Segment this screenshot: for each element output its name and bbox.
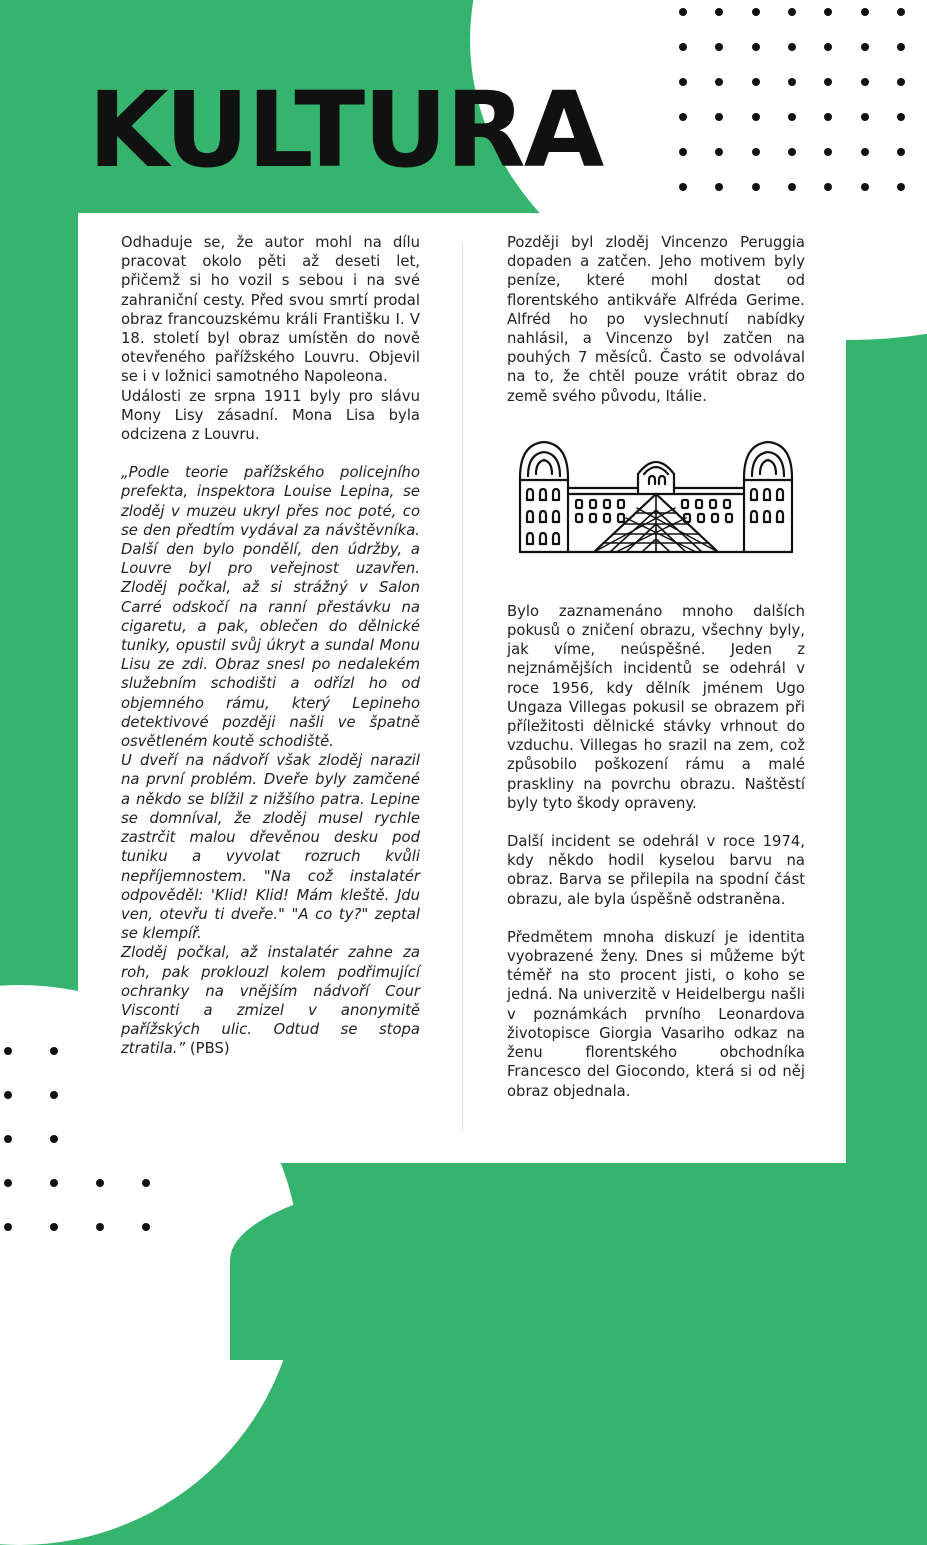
decorative-dot <box>752 183 760 191</box>
window-shape <box>618 500 624 508</box>
decorative-dot <box>50 1179 58 1187</box>
decorative-dot <box>861 148 869 156</box>
decorative-green-shape-bottom <box>230 1160 927 1360</box>
decorative-dot <box>679 183 687 191</box>
decorative-dot <box>788 183 796 191</box>
quote-text: Zloděj počkal, až instalatér zahne za roh, pak proklouzl kolem podřimující ochranky na vnějším nádvoří Cour Visconti a zmizel v anonymitě pařížských ulic. Odtud se stopa ztratila.” <box>121 944 420 1058</box>
decorative-dot <box>897 8 905 16</box>
decorative-dot <box>752 8 760 16</box>
window-shape <box>698 514 704 522</box>
decorative-dot <box>897 183 905 191</box>
quote-paragraph: U dveří na nádvoří však zloděj narazil na první problém. Dveře byly zamčené a někdo se blížil z nižšího patra. Lepine se domníval, že zloděj musel rychle zastrčit malou dřevěnou desku pod tuniku a vyvolat rozruch kvůli nepříjemnostem. "Na což instalatér odpověděl: 'Klid! Klid! Mám kleště. Jdu ven, otevřu ti dveře." "A co ty?" zeptal se klempíř. <box>121 752 420 943</box>
window-shape <box>726 514 732 522</box>
window-shape <box>724 500 730 508</box>
decorative-dot <box>679 78 687 86</box>
paragraph: Události ze srpna 1911 byly pro slávu Mony Lisy zásadní. Mona Lisa byla odcizena z Louvru. <box>121 387 420 444</box>
paragraph: Později byl zloděj Vincenzo Peruggia dopaden a zatčen. Jeho motivem byly peníze, které mohl dostat od florentského antikváře Alfréda Gerime. Alfréd ho po vyslechnutí nabídky nahlásil, a Vincenzo byl zatčen na pouhých 7 měsíců. Často se odvolával na to, že chtěl pouze vrátit obraz do země svého původu, Itálie. <box>507 234 805 405</box>
right-column <box>507 233 805 1101</box>
decorative-dot <box>752 43 760 51</box>
decorative-dot <box>897 43 905 51</box>
window-shape <box>710 500 716 508</box>
decorative-dot <box>897 148 905 156</box>
window-shape <box>590 514 596 522</box>
window-shape <box>618 514 624 522</box>
decorative-dot <box>897 113 905 121</box>
window-shape <box>576 500 582 508</box>
decorative-dot <box>50 1223 58 1231</box>
decorative-dot <box>4 1135 12 1143</box>
window-shape <box>696 500 702 508</box>
decorative-dot <box>861 78 869 86</box>
decorative-dot <box>788 43 796 51</box>
decorative-dot <box>788 113 796 121</box>
decorative-dot <box>752 148 760 156</box>
decorative-dot <box>752 113 760 121</box>
decorative-dot <box>861 183 869 191</box>
decorative-dot <box>96 1179 104 1187</box>
paragraph: Další incident se odehrál v roce 1974, kdy někdo hodil kyselou barvu na obraz. Barva se přilepila na spodní část obrazu, ale byla úspěšně odstraněna. <box>507 833 805 908</box>
decorative-dot <box>96 1223 104 1231</box>
decorative-dot <box>861 113 869 121</box>
decorative-dot <box>142 1179 150 1187</box>
decorative-dot <box>897 78 905 86</box>
window-shape <box>712 514 718 522</box>
decorative-dot <box>861 43 869 51</box>
page-title: KULTURA <box>88 69 603 191</box>
decorative-dot <box>50 1047 58 1055</box>
decorative-dot <box>788 8 796 16</box>
window-shape <box>604 514 610 522</box>
decorative-dot <box>679 8 687 16</box>
decorative-dot <box>4 1091 12 1099</box>
window-shape <box>576 514 582 522</box>
window-shape <box>604 500 610 508</box>
paragraph: Předmětem mnoha diskuzí je identita vyobrazené ženy. Dnes si můžeme být téměř na sto procent jisti, o koho se jedná. Na univerzitě v Heidelbergu našli v poznámkách prvního Leonardova životopisce Giorgia Vasariho odkaz na ženu florentského obchodníka Francesco del Giocondo, která si od něj obraz objednala. <box>507 928 805 1100</box>
column-divider <box>462 241 463 1131</box>
window-shape <box>682 500 688 508</box>
window-shape <box>590 500 596 508</box>
decorative-dot <box>50 1135 58 1143</box>
decorative-dot <box>4 1223 12 1231</box>
decorative-dot <box>679 148 687 156</box>
quote-source: (PBS) <box>185 1040 230 1058</box>
left-column <box>121 233 420 1059</box>
decorative-dot <box>788 148 796 156</box>
decorative-dot <box>4 1047 12 1055</box>
paragraph: Bylo zaznamenáno mnoho dalších pokusů o zničení obrazu, všechny byly, jak víme, neúspěšné. Jeden z nejznámějších incidentů se odehrál v roce 1956, kdy dělník jménem Ugo Ungaza Villegas pokusil se obrazem při příležitosti dělnické stávky vrhnout do vzduchu. Villegas ho srazil na zem, což způsobilo poškození rámu a malé praskliny na povrchu obrazu. Naštěstí byly tyto škody opraveny. <box>507 602 805 812</box>
decorative-dot <box>50 1091 58 1099</box>
quote-paragraph <box>121 943 420 1058</box>
decorative-dot <box>752 78 760 86</box>
decorative-dot <box>788 78 796 86</box>
decorative-dot <box>679 43 687 51</box>
decorative-dot <box>142 1223 150 1231</box>
decorative-dot <box>861 8 869 16</box>
louvre-building-icon <box>516 436 796 558</box>
decorative-dot <box>4 1179 12 1187</box>
quote-paragraph: „Podle teorie pařížského policejního prefekta, inspektora Louise Lepina, se zloděj v muzeu ukryl přes noc poté, co se den předtím vydával za návštěvníka. Další den bylo pondělí, den údržby, a Louvre byl pro veřejnost uzavřen. Zloděj počkal, až si strážný v Salon Carré odskočí na ranní přestávku na cigaretu, a pak, oblečen do dělnické tuniky, opustil svůj úkryt a sundal Monu Lisu ze zdi. Obraz snesl po nedalekém služebním schodišti a odřízl ho od objemného rámu, který Lepineho detektivové později našli ve špatně osvětleném koutě schodiště. <box>121 464 420 751</box>
article-panel <box>78 213 846 1163</box>
decorative-dot <box>679 113 687 121</box>
paragraph: Odhaduje se, že autor mohl na dílu pracovat okolo pěti až deseti let, přičemž si ho vozil s sebou i na své zahraniční cesty. Před svou smrtí prodal obraz francouzskému králi Františku I. V 18. století byl obraz umístěn do nově otevřeného pařížského Louvru. Objevil se i v ložnici samotného Napoleona. <box>121 234 420 386</box>
